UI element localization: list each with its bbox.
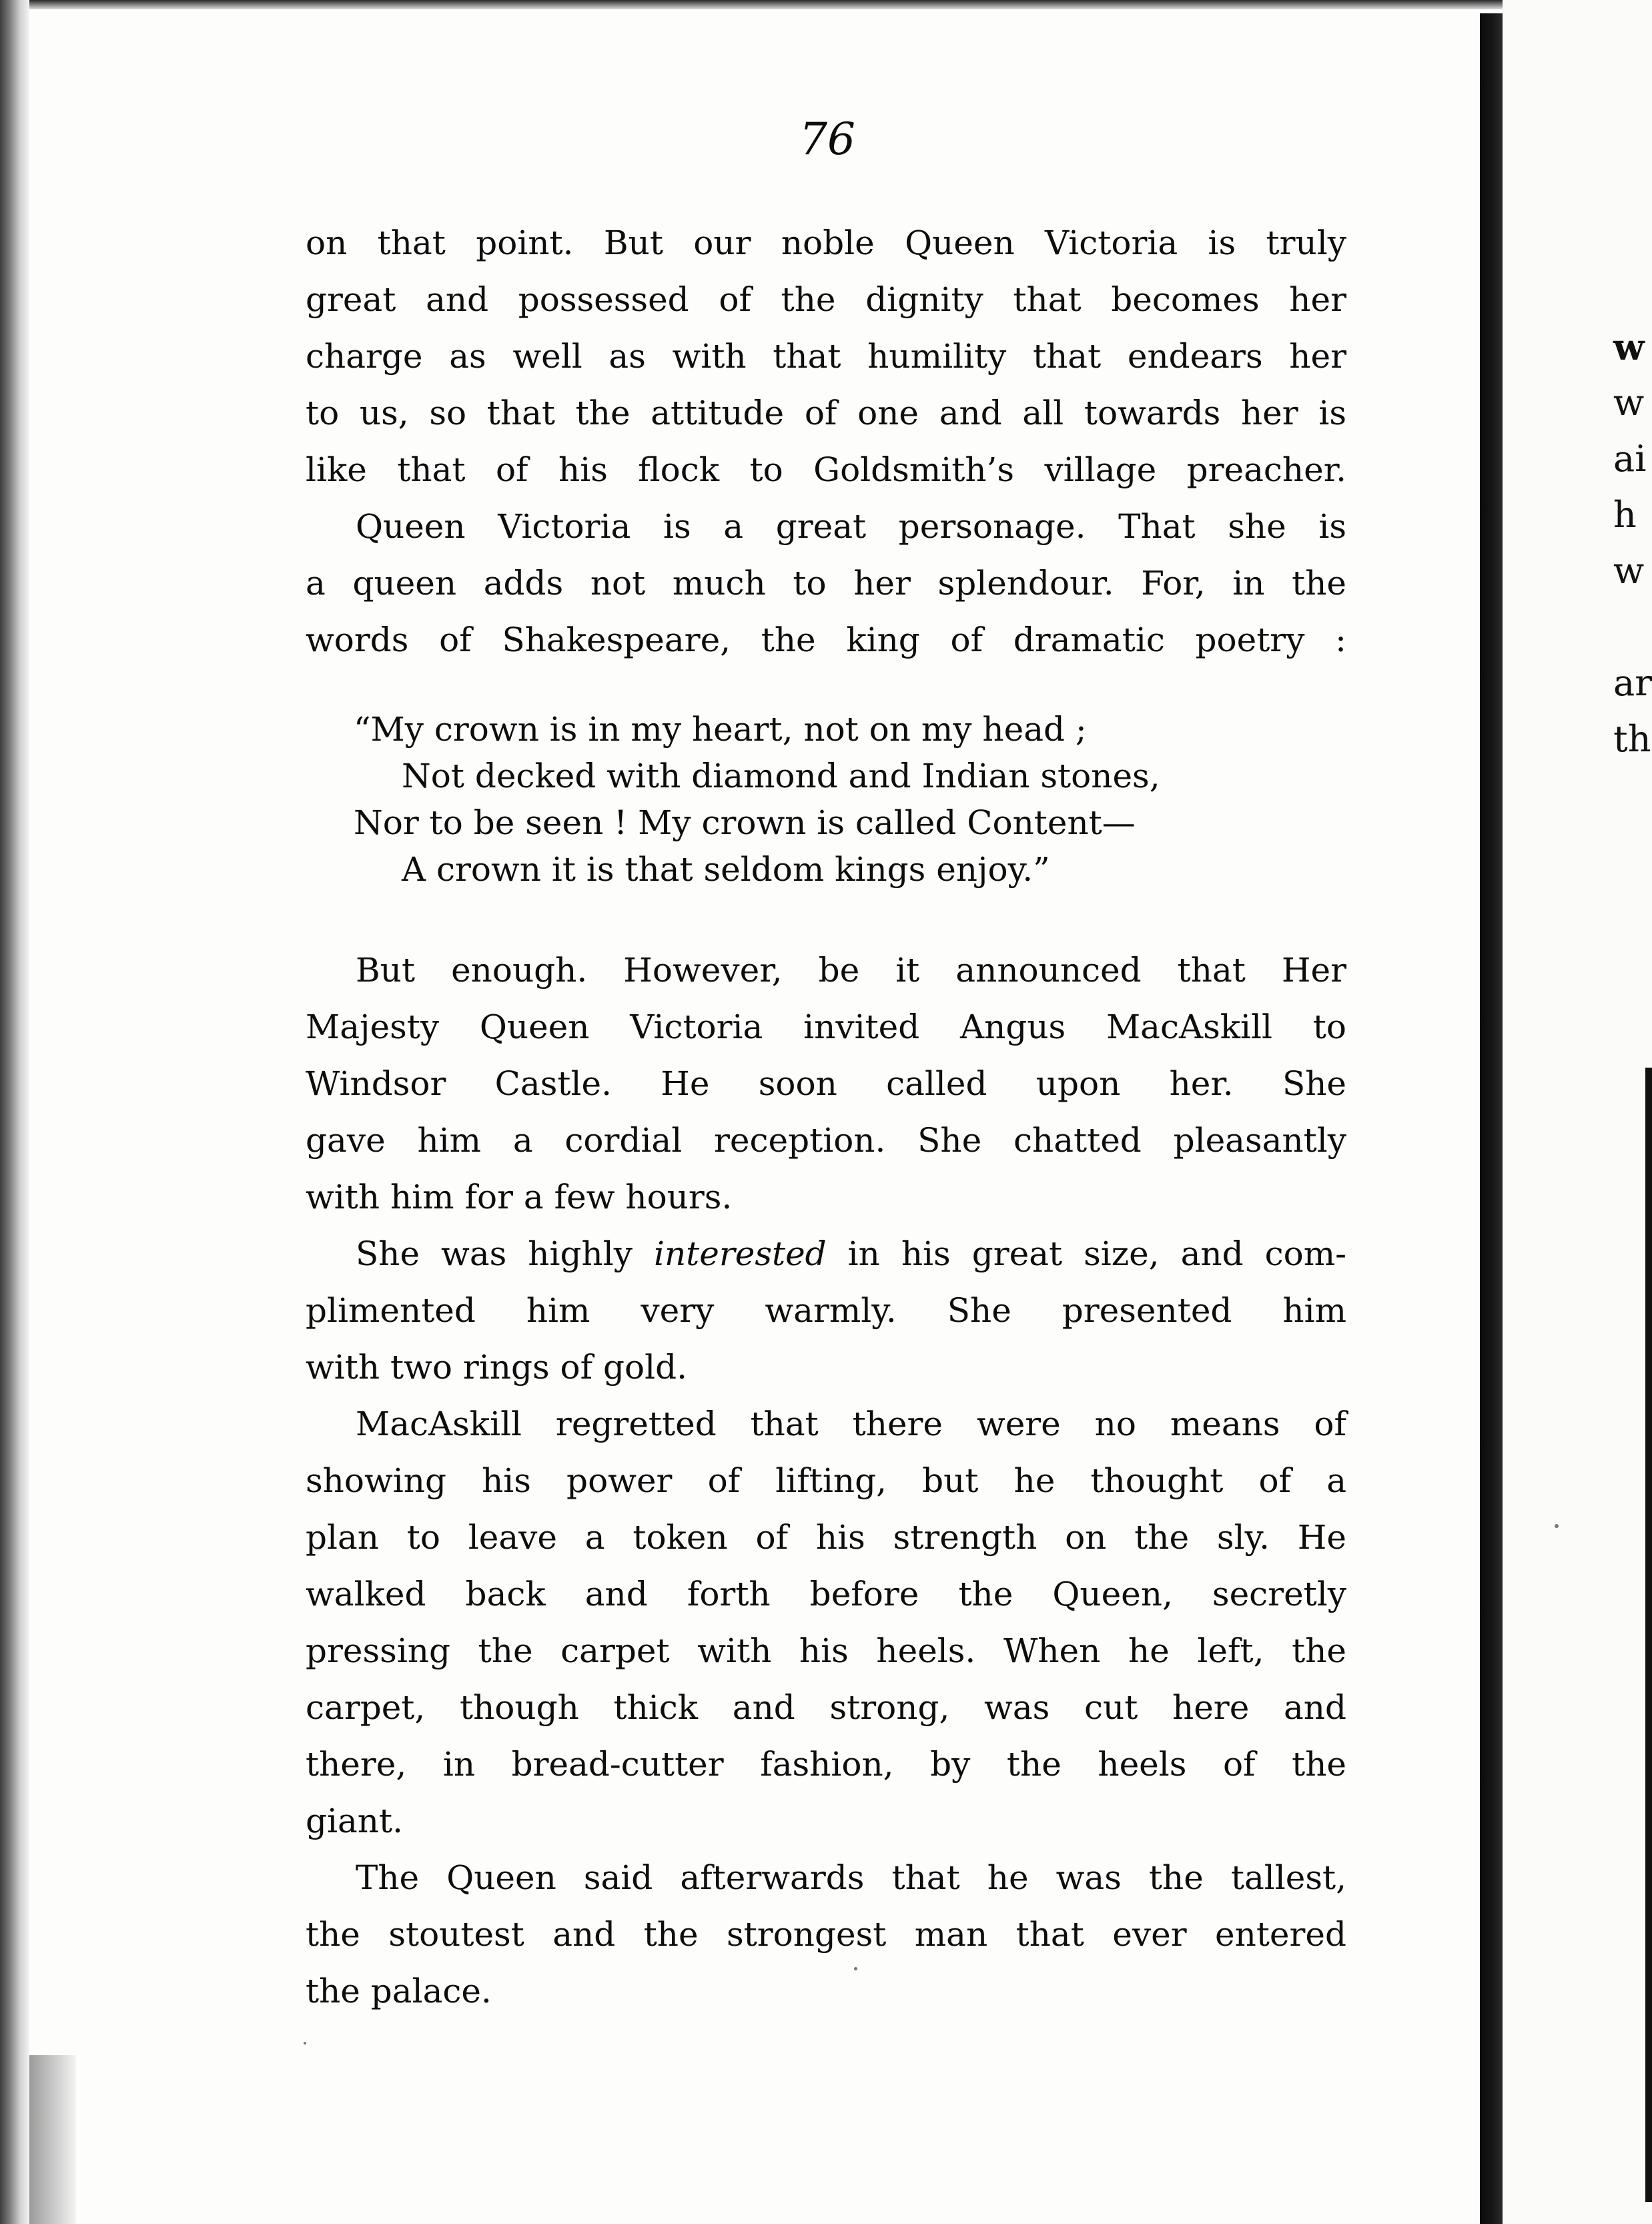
facing-page-partial (1503, 0, 1652, 2224)
text-line: gave him a cordial reception. She chatted pleasantly (306, 1121, 1346, 1160)
text-line: the stoutest and the strongest man that ever entered (306, 1915, 1346, 1954)
paragraph-6 (306, 1850, 1346, 2020)
facing-fragment: w (1613, 550, 1645, 592)
text-line: like that of his flock to Goldsmith’s village preacher. (306, 450, 1346, 489)
text-line: walked back and forth before the Queen, secretly (306, 1575, 1346, 1613)
verse-line: Nor to be seen ! My crown is called Content— (354, 803, 1136, 842)
text-line: charge as well as with that humility that endears her (306, 337, 1346, 376)
verse-quotation (354, 706, 1160, 893)
book-gutter (1480, 13, 1503, 2224)
text-line: Majesty Queen Victoria invited Angus MacAskill to (306, 1008, 1346, 1046)
text-line: to us, so that the attitude of one and all towards her is (306, 394, 1346, 432)
paragraph-1 (306, 215, 1346, 498)
paper-speck (1555, 1524, 1559, 1528)
page-number: 76 (799, 113, 855, 165)
text-line: great and possessed of the dignity that becomes her (306, 280, 1346, 319)
verse-line: A crown it is that seldom kings enjoy.” (402, 850, 1050, 889)
emphasized-word: interested (653, 1234, 827, 1273)
text-segment: She was highly (356, 1234, 654, 1273)
text-line: pressing the carpet with his heels. When he left, the (306, 1631, 1346, 1670)
paragraph-5 (306, 1396, 1346, 1850)
text-line: Queen Victoria is a great personage. That she is (356, 507, 1346, 546)
text-line: plan to leave a token of his strength on the sly. He (306, 1518, 1346, 1557)
text-line: on that point. But our noble Queen Victoria is truly (306, 224, 1346, 262)
verse-line: Not decked with diamond and Indian stones, (402, 757, 1160, 795)
text-line: words of Shakespeare, the king of dramatic poetry : (306, 621, 1346, 659)
paragraph-3 (306, 942, 1346, 1226)
facing-fragment: ai (1613, 438, 1647, 480)
page-corner-wear (29, 2055, 76, 2224)
body-text-lower (306, 942, 1346, 2020)
text-line: there, in bread-cutter fashion, by the heels of the (306, 1745, 1346, 1784)
text-line: plimented him very warmly. She presented him (306, 1291, 1346, 1330)
text-line: with two rings of gold. (306, 1348, 688, 1387)
facing-page-edge-shadow (1645, 1068, 1652, 2202)
text-line: a queen adds not much to her splendour. For, in the (306, 564, 1346, 603)
verse-line: “My crown is in my heart, not on my head ; (354, 710, 1087, 749)
text-line (306, 1226, 1346, 1282)
text-line: But enough. However, be it announced that Her (356, 951, 1346, 990)
text-line: Windsor Castle. He soon called upon her. She (306, 1064, 1346, 1103)
paragraph-4 (306, 1226, 1346, 1396)
facing-fragment: w (1613, 382, 1645, 424)
text-line: with him for a few hours. (306, 1178, 733, 1216)
text-segment: in his great size, and com- (826, 1234, 1347, 1273)
paper-speck (854, 1967, 857, 1970)
text-line: MacAskill regretted that there were no means of (356, 1405, 1346, 1443)
text-line: the palace. (306, 1972, 492, 2010)
facing-fragment: w (1613, 326, 1645, 368)
paragraph-2 (306, 498, 1346, 669)
text-line: showing his power of lifting, but he thought of a (306, 1461, 1346, 1500)
text-line: carpet, though thick and strong, was cut here and (306, 1688, 1346, 1727)
facing-fragment: ar (1613, 662, 1652, 704)
text-line: The Queen said afterwards that he was the tallest, (356, 1858, 1346, 1897)
scan-top-edge (0, 0, 1652, 9)
body-text-upper (306, 215, 1346, 669)
facing-fragment: th (1613, 718, 1651, 760)
paper-speck (304, 2042, 306, 2045)
facing-fragment: h (1613, 494, 1637, 536)
scan-left-edge (0, 0, 29, 2224)
text-line: giant. (306, 1802, 403, 1840)
